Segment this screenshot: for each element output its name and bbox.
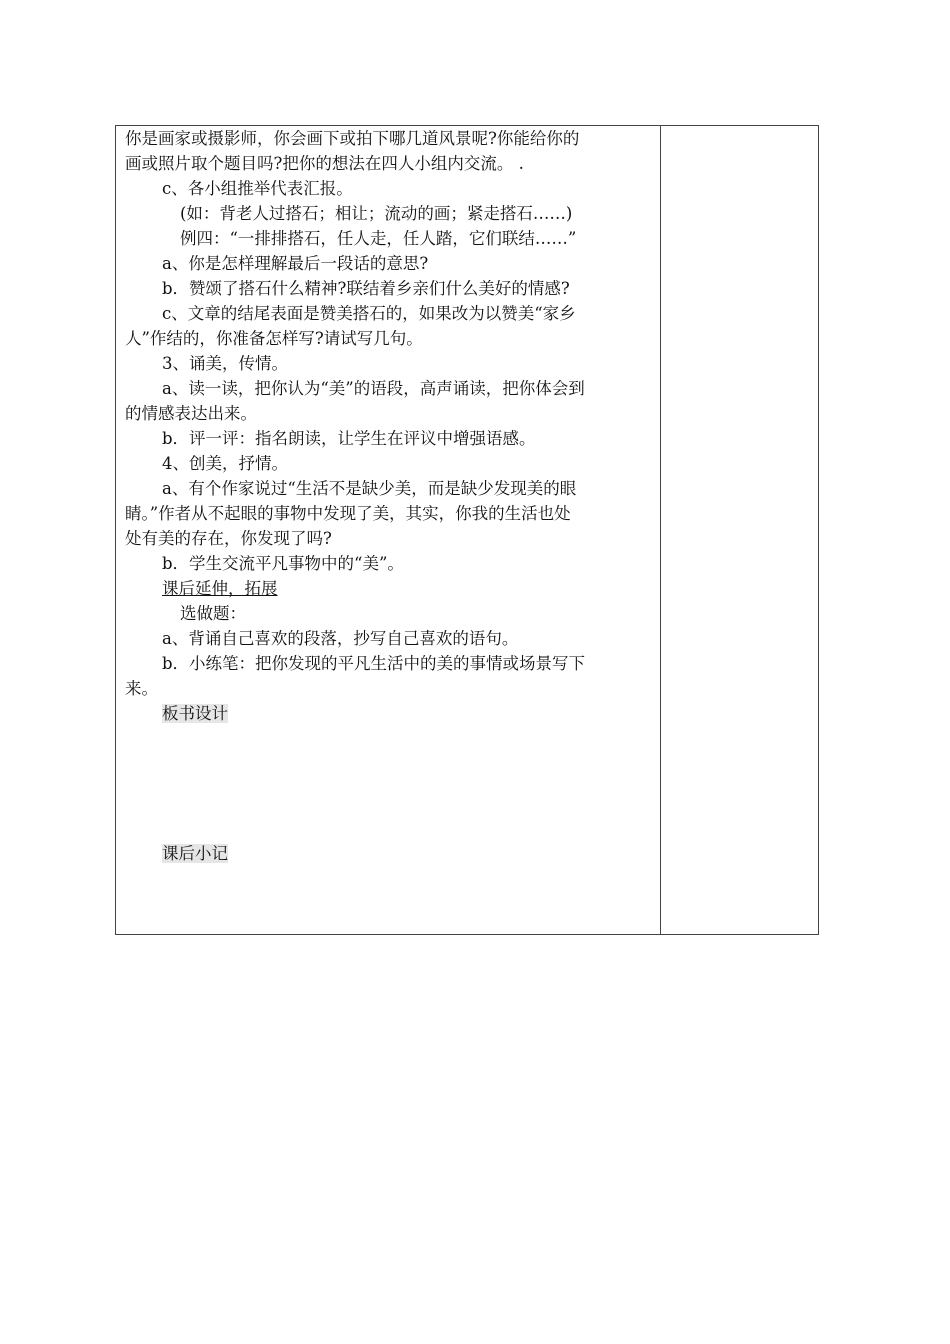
text-line: b．评一评：指名朗读，让学生在评议中增强语感。 xyxy=(162,429,536,448)
text-line: 4、创美，抒情。 xyxy=(162,454,288,473)
text-line: 处有美的存在，你发现了吗? xyxy=(125,529,332,548)
text-line: c、文章的结尾表面是赞美搭石的，如果改为以赞美“家乡 xyxy=(162,304,576,323)
text-line: 的情感表达出来。 xyxy=(125,404,257,423)
text-line: 人”作结的，你准备怎样写?请试写几句。 xyxy=(125,329,423,348)
board-design-heading xyxy=(125,701,652,726)
text-line: b．学生交流平凡事物中的“美”。 xyxy=(162,554,404,573)
extension-heading-text: 课后延伸，拓展 xyxy=(162,579,278,598)
text-line: 3、诵美，传情。 xyxy=(162,354,288,373)
text-line: (如：背老人过搭石；相让；流动的画；紧走搭石……) xyxy=(180,204,573,223)
text-line: c、各小组推举代表汇报。 xyxy=(162,179,353,198)
text-line: 画或照片取个题目吗?把你的想法在四人小组内交流。 . xyxy=(125,154,524,173)
text-line: a、有个作家说过“生活不是缺少美，而是缺少发现美的眼 xyxy=(162,479,577,498)
text-line: 选做题： xyxy=(180,604,246,623)
text-line: 你是画家或摄影师，你会画下或拍下哪几道风景呢?你能给你的 xyxy=(125,129,580,148)
lesson-table xyxy=(115,125,819,935)
board-design-heading-text: 板书设计 xyxy=(162,704,228,723)
text-line: b．赞颂了搭石什么精神?联结着乡亲们什么美好的情感? xyxy=(162,279,570,298)
content-column xyxy=(116,126,661,934)
text-line: 来。 xyxy=(125,679,158,698)
text-line: 睛。”作者从不起眼的事物中发现了美，其实，你我的生活也处 xyxy=(125,504,571,523)
post-class-notes-heading-text: 课后小记 xyxy=(162,844,228,863)
text-line: b．小练笔：把你发现的平凡生活中的美的事情或场景写下 xyxy=(162,654,586,673)
extension-heading xyxy=(125,576,652,601)
post-class-notes-heading xyxy=(125,841,652,866)
board-design-area xyxy=(125,726,652,841)
text-line: 例四：“一排排搭石，任人走，任人踏，它们联结……” xyxy=(180,229,577,248)
text-line: a、读一读，把你认为“美”的语段，高声诵读，把你体会到 xyxy=(162,379,585,398)
text-line: a、背诵自己喜欢的段落，抄写自己喜欢的语句。 xyxy=(162,629,519,648)
notes-column xyxy=(661,126,818,934)
text-line: a、你是怎样理解最后一段话的意思? xyxy=(162,254,429,273)
